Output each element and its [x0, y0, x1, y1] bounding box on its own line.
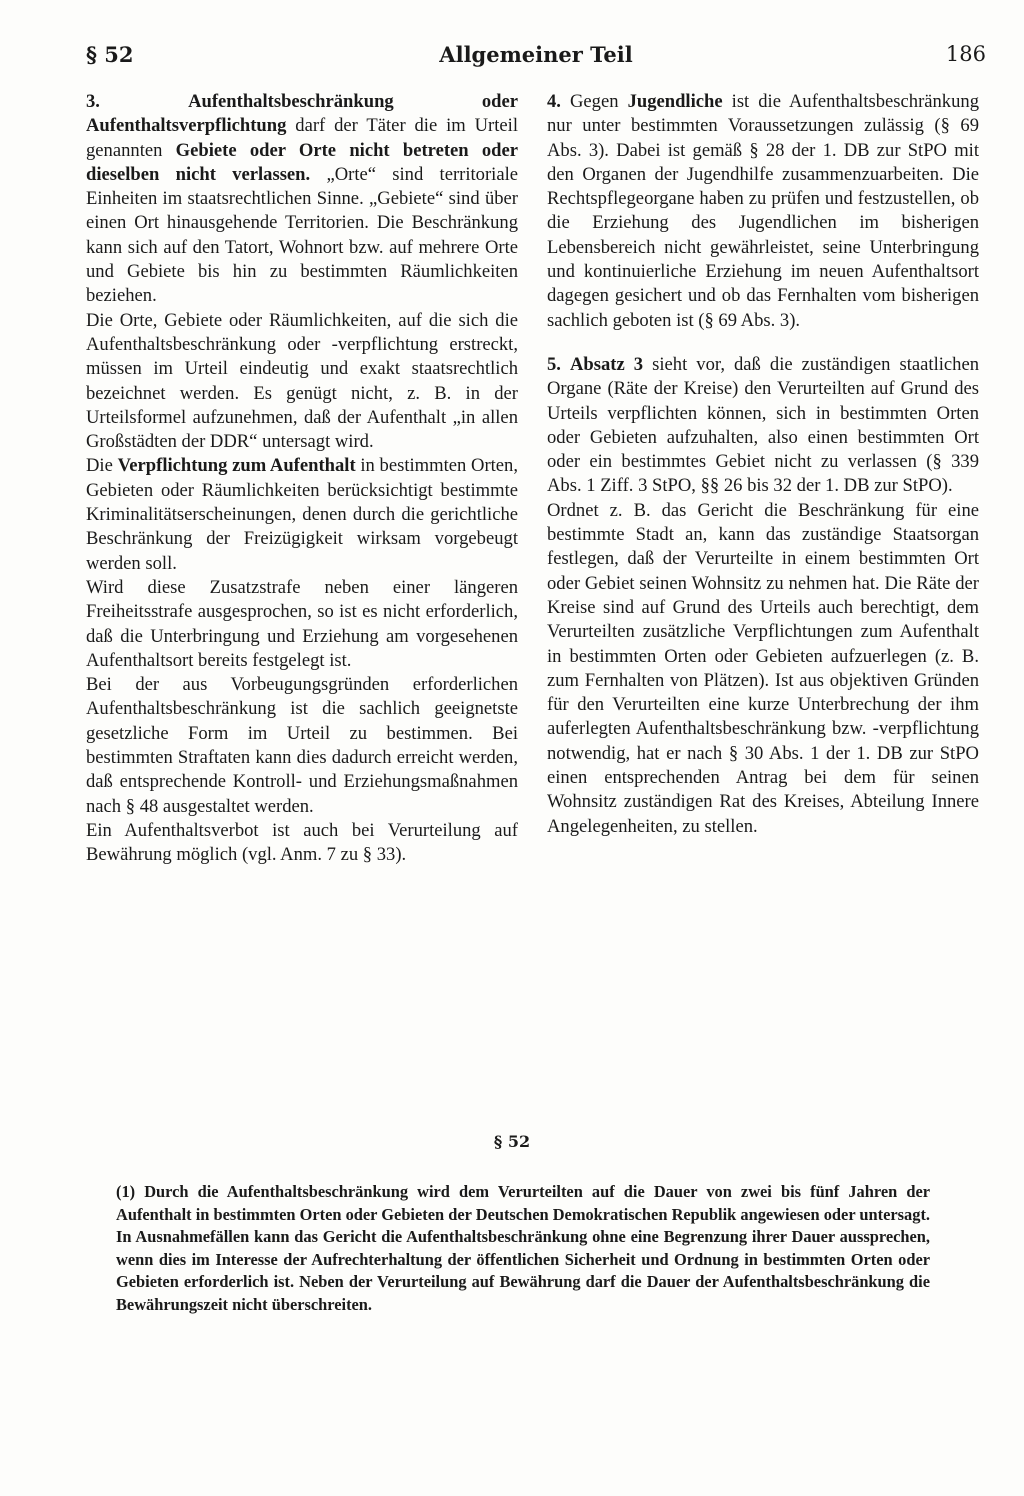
body-text: darf der Täter die im Urteil genannten [86, 115, 518, 161]
statute-heading: § 52 [493, 1132, 531, 1151]
paragraph: Ordnet z. B. das Gericht die Beschränkung für eine bestimmte Stadt an, kann das zuständige Staatsorgan festlegen, daß der Verurteilte in einem bestimmten Ort oder Gebiet seinen Wohnsitz zu nehmen hat. Die Räte der Kreise sind auf Grund des Urteils auch berechtigt, dem Verurteilten zusätzliche Verpflichtungen zum Aufenthalt in bestimmten Orten oder Gebieten aufzuerlegen (z. B. zum Fernhalten von Plätzen). Ist aus objektiven Gründen für den Verurteilten eine kurze Unterbrechung der ihm auferlegten Aufenthaltsbeschränkung bzw. -verpflichtung notwendig, hat er nach § 30 Abs. 1 der 1. DB zur StPO einen entsprechenden Antrag bei dem für seinen Wohnsitz zuständigen Rat des Kreises, Abteilung Innere Angelegenheiten, zu stellen. [547, 499, 979, 837]
paragraph [86, 454, 518, 575]
annotation-4 [547, 90, 979, 333]
paragraph: Die Orte, Gebiete oder Räumlichkeiten, auf die sich die Aufenthaltsbeschränkung oder -verpflichtung erstreckt, müssen im Urteil eindeutig und exakt staatsrechtlich bezeichnet werden. Es genügt nicht, z. B. in der Urteilsformel aufzunehmen, daß der Aufenthalt „in allen Großstädten der DDR“ untersagt wird. [86, 309, 518, 453]
paragraph: Wird diese Zusatzstrafe neben einer längeren Freiheitsstrafe ausgesprochen, so ist es nicht erforderlich, daß die Unterbringung und Erziehung am vorgesehenen Aufenthaltsort bereits festgelegt ist. [86, 576, 518, 671]
page-number: 186 [945, 42, 986, 66]
annotation-number: 4. [547, 91, 561, 112]
header-title: Allgemeiner Teil [439, 42, 633, 67]
body-text: ist die Aufenthaltsbeschränkung nur unter bestimmten Voraussetzungen zulässig (§ 69 Abs. 3). Dabei ist gemäß § 28 der 1. DB zur StPO mit den Organen der Jugendhilfe zusammenzuarbeiten. Die Rechtspflegeorgane haben zu prüfen und festzustellen, ob die Erziehung des Jugendlichen im bisherigen Lebensbereich nicht gewährleistet, seine Unterbringung und kontinuierliche Erziehung im neuen Aufenthaltsort dagegen gesichert und ob das Fernhalten vom bisherigen sachlich geboten ist (§ 69 Abs. 3). [547, 91, 979, 331]
annotation-number: 3. [86, 91, 100, 112]
body-text: Die [86, 455, 118, 477]
page-header [86, 42, 986, 76]
bold-term: Jugendliche [627, 91, 723, 112]
bold-term: Aufenthaltsbeschränkung oder Aufenthaltsverpflichtung [86, 91, 518, 137]
body-text: „Orte“ sind territoriale Einheiten im staatsrechtlichen Sinne. „Gebiete“ sind über einen Ort hinausgehende Territorien. Die Beschränkung kann sich auf den Tatort, Wohnort bzw. auf mehrere Orte und Gebiete bis hin zu bestimmten Räumlichkeiten beziehen. [86, 163, 518, 307]
bold-term: Absatz 3 [570, 353, 644, 375]
body-text: in bestimmten Orten, Gebieten oder Räumlichkeiten berücksichtigt bestimmte Kriminalitätserscheinungen, denen durch die gerichtliche Beschränkung der Freizügigkeit wirksam vorgebeugt werden soll. [86, 455, 519, 574]
left-column [86, 90, 518, 868]
annotation-3 [86, 90, 518, 309]
body-text: sieht vor, daß die zuständigen staatlichen Organe (Räte der Kreise) den Verurteilten auf Grund des Urteils verpflichten können, sich in bestimmten Orten oder Gebieten aufzuhalten, also einen bestimmten Ort oder ein bestimmtes Gebiet nicht zu verlassen (§ 339 Abs. 1 Ziff. 3 StPO, §§ 26 bis 32 der 1. DB zur StPO). [547, 353, 980, 497]
header-section: § 52 [86, 42, 134, 67]
statute-paragraph-1: (1) Durch die Aufenthaltsbeschränkung wird dem Verurteilten auf die Dauer von zwei bis fünf Jahren der Aufenthalt in bestimmten Orten oder Gebieten der Deutschen Demokratischen Republik angewiesen oder untersagt. In Ausnahmefällen kann das Gericht die Aufenthaltsbeschränkung ohne eine Begrenzung ihrer Dauer aussprechen, wenn dies im Interesse der Aufrechterhaltung der öffentlichen Sicherheit und Ordnung in bestimmten Orten oder Gebieten erforderlich ist. Neben der Verurteilung auf Bewährung darf die Dauer der Aufenthaltsbeschränkung die Bewährungszeit nicht überschreiten. [116, 1182, 930, 1314]
bold-term: Gebiete oder Orte nicht betreten oder dieselben nicht verlassen. [86, 139, 518, 185]
statute-text-block [116, 1181, 930, 1317]
annotation-number: 5. [547, 353, 561, 375]
paragraph: Bei der aus Vorbeugungsgründen erforderlichen Aufenthaltsbeschränkung ist die sachlich geeignetste gesetzliche Form im Urteil zu bestimmen. Bei bestimmten Straftaten kann dies dadurch erreicht werden, daß entsprechende Kontroll- und Erziehungsmaßnahmen nach § 48 ausgestaltet werden. [86, 674, 518, 817]
bold-term: Verpflichtung zum Aufenthalt [117, 455, 356, 477]
right-column [547, 90, 979, 839]
body-text: Gegen [570, 91, 628, 112]
paragraph: Ein Aufenthaltsverbot ist auch bei Verurteilung auf Bewährung möglich (vgl. Anm. 7 zu § 33). [86, 819, 518, 866]
annotation-5 [547, 353, 979, 499]
